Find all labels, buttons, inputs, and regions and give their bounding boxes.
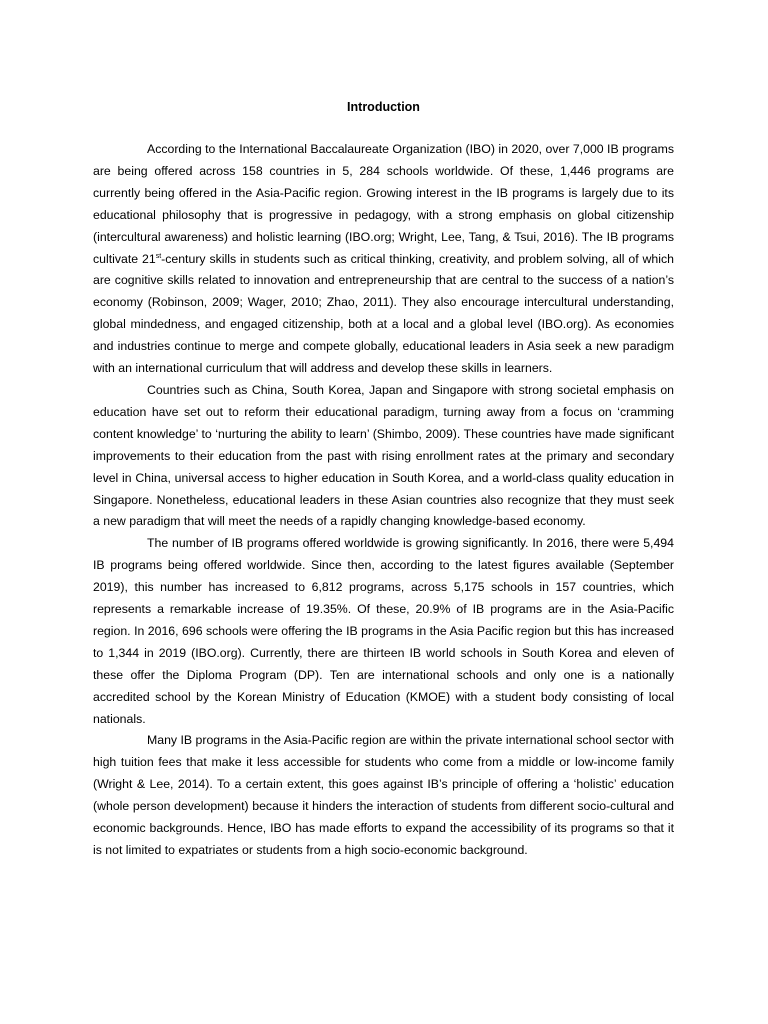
page-title: Introduction: [347, 100, 420, 114]
paragraph-4: Many IB programs in the Asia-Pacific region are within the private international school sector with high tuition fees that make it less accessible for students who come from a middle or low-income family (Wright & Lee, 2014). To a certain extent, this goes against IB’s principle of offering a ‘holistic’ education (whole person development) because it hinders the interaction of students from different socio-cultural and economic backgrounds. Hence, IBO has made efforts to expand the accessibility of its programs so that it is not limited to expatriates or students from a high socio-economic background.: [93, 733, 674, 857]
paragraph-1-text-a: According to the International Baccalaureate Organization (IBO) in 2020, over 7,000 IB programs are being offered across 158 countries in 5, 284 schools worldwide. Of these, 1,446 programs are currently being offered in the Asia-Pacific region. Growing interest in the IB programs is largely due to its educational philosophy that is progressive in pedagogy, with a strong emphasis on global citizenship (intercultural awareness) and holistic learning (IBO.org; Wright, Lee, Tang, & Tsui, 2016). The IB programs cultivate 21: [93, 142, 675, 266]
paragraph-3: The number of IB programs offered worldwide is growing significantly. In 2016, there were 5,494 IB programs being offered worldwide. Since then, according to the latest figures available (September 2019), this number has increased to 6,812 programs, across 5,175 schools in 157 countries, which represents a remarkable increase of 19.35%. Of these, 20.9% of IB programs are in the Asia-Pacific region. In 2016, 696 schools were offering the IB programs in the Asia Pacific region but this has increased to 1,344 in 2019 (IBO.org). Currently, there are thirteen IB world schools in South Korea and eleven of these offer the Diploma Program (DP). Ten are international schools and only one is a nationally accredited school by the Korean Ministry of Education (KMOE) with a student body consisting of local nationals.: [93, 536, 674, 726]
superscript-st: st: [155, 252, 162, 260]
paragraph-1: [93, 139, 674, 380]
document-page: [93, 96, 674, 862]
paragraph-1-text-b: -century skills in students such as critical thinking, creativity, and problem solving, all of which are cognitive skills related to innovation and entrepreneurship that are central to the success of a nation’s economy (Robinson, 2009; Wager, 2010; Zhao, 2011). They also encourage intercultural understanding, global mindedness, and engaged citizenship, both at a local and a global level (IBO.org). As economies and industries continue to merge and compete globally, educational leaders in Asia seek a new paradigm with an international curriculum that will address and develop these skills in learners.: [93, 251, 674, 376]
paragraph-2: Countries such as China, South Korea, Japan and Singapore with strong societal emphasis on education have set out to reform their educational paradigm, turning away from a focus on ‘cramming content knowledge’ to ‘nurturing the ability to learn’ (Shimbo, 2009). These countries have made significant improvements to their education from the past with rising enrollment rates at the primary and secondary level in China, universal access to higher education in South Korea, and a world-class quality education in Singapore. Nonetheless, educational leaders in these Asian countries also recognize that they must seek a new paradigm that will meet the needs of a rapidly changing knowledge-based economy.: [93, 382, 674, 529]
